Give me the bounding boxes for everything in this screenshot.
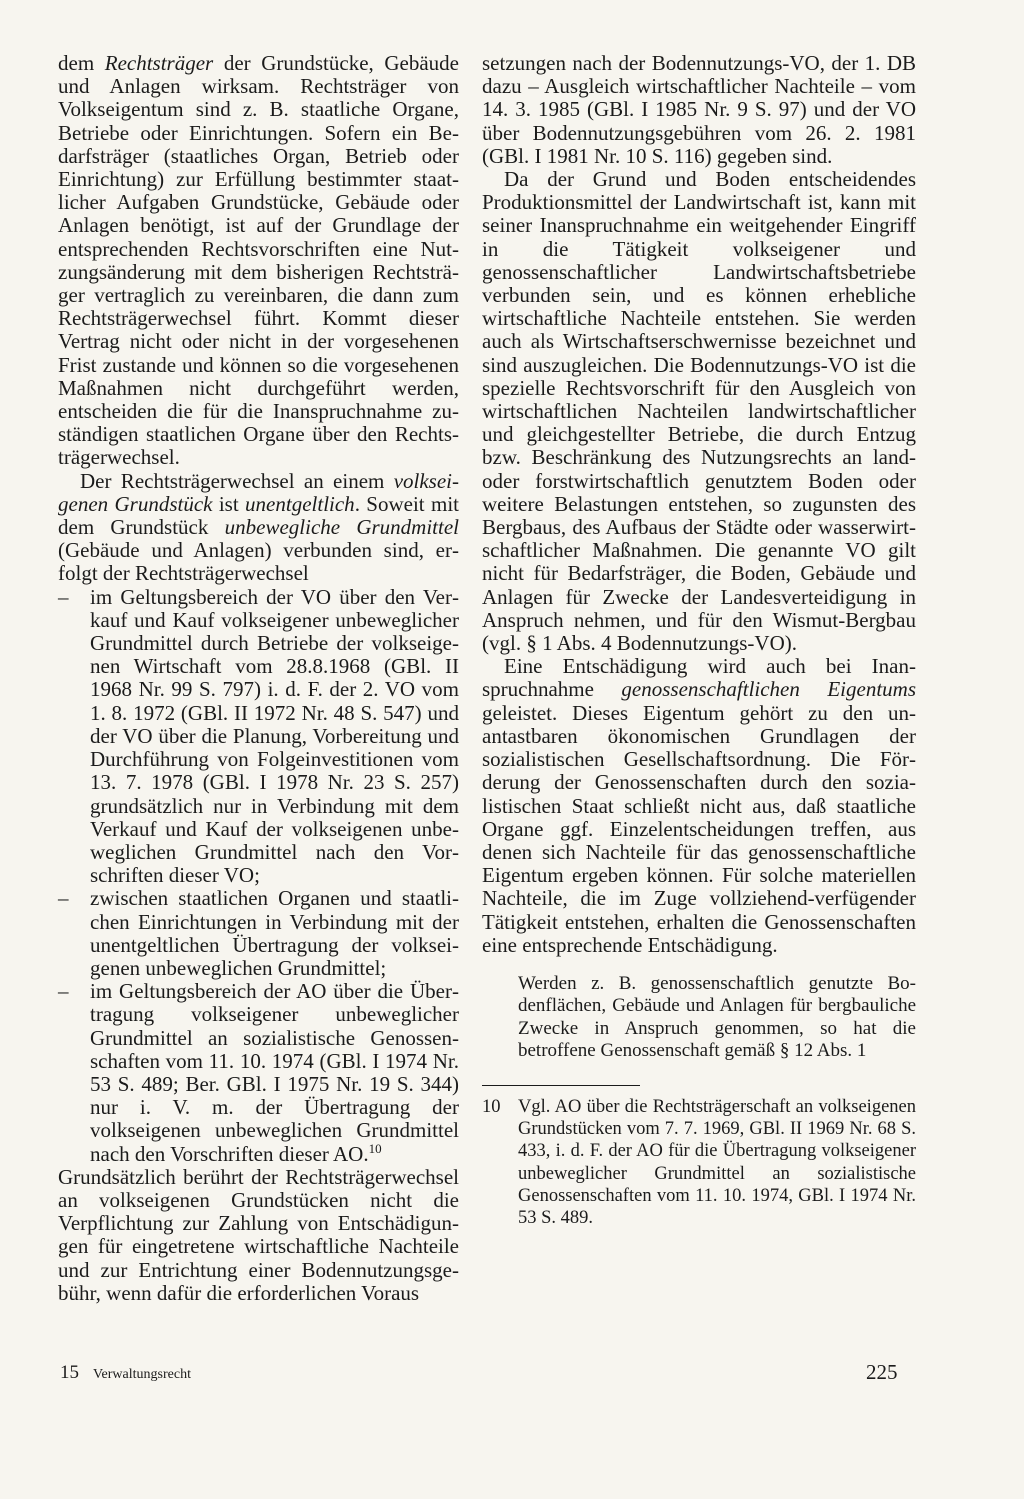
footnote-number: 10 [482,1096,501,1117]
paragraph-grundsaetzlich: Grundsätzlich berührt der Rechtsträgerwechsel an volkseigenen Grundstücken nicht die Verpflichtung zur Zahlung von Entschädigungen für eingetretene wirtschaftliche Nachteile und zur Entrichtung einer Bodennutzungsgebühr, wenn dafür die erforderlichen Voraus [58,1164,459,1305]
footnote [482,1096,916,1229]
page-number: 225 [866,1360,898,1384]
list-item: – zwischen staatlichen Organen und staatlichen Einrichtungen in Verbindung mit der unentgeltlichen Übertragung der volkseigenen unbeweglichen Grundmittel; [58,887,459,980]
right-column [482,52,916,1229]
chapter-title: Verwaltungsrecht [93,1367,191,1382]
paragraph-grund-und-boden: Da der Grund und Boden entscheidendes Produktionsmittel der Landwirtschaft ist, kann mit seiner Inanspruchnahme ein weitgehender Eingriff in die Tätigkeit volkseigener und genossenschaftlicher Landwirtschaftsbetriebe verbunden sein, und es können erhebliche wirtschaftliche Nachteile entstehen. Sie werden auch als Wirtschaftserschwernisse bezeichnet und sind auszugleichen. Die Bodennutzungs-VO ist die spezielle Rechtsvorschrift für den Ausgleich von wirtschaftlichen Nachteilen landwirtschaftlicher und gleichgestellter Betriebe, die durch Entzug bzw. Beschränkung des Nutzungsrechts an land- oder forstwirtschaftlich genutztem Boden oder weitere Belastungen entstehen, so zugunsten des Bergbaus, des Aufbaus der Städte oder wasserwirtschaftlicher Maßnahmen. Die genannte VO gilt nicht für Bedarfsträger, die Boden, Gebäude und Anlagen für Zwecke der Landesverteidigung in Anspruch nehmen, und für den Wismut-Bergbau (vgl. § 1 Abs. 4 Bodennutzungs-VO). [482,167,916,656]
example-paragraph: Werden z. B. genossenschaftlich genutzte Bodenflächen, Gebäude und Anlagen für bergbauliche Zwecke in Anspruch genommen, so hat die betroffene Genossenschaft gemäß § 12 Abs. 1 [518,972,916,1062]
list-item: – im Geltungsbereich der AO über die Übertragung volkseigener unbeweglicher Grundmittel an sozialistische Genossenschaften vom 11. 10. 1974 (GBl. I 1974 Nr. 53 S. 489; Ber. GBl. I 1975 Nr. 19 S. 344) nur i. V. m. der Übertragung der volkseigenen unbeweglichen Grundmittel nach den Vorschriften dieser AO.$^{10}$ [58,980,459,1166]
running-footer [60,1362,191,1384]
paragraph-continuation: setzungen nach der Bodennutzungs-VO, der 1. DB dazu – Ausgleich wirtschaftlicher Nachteile – vom 14. 3. 1985 (GBl. I 1985 Nr. 9 S. 97) und der VO über Bodennutzungsgebühren vom 26. 2. 1981 (GBl. I 1981 Nr. 10 S. 116) gegeben sind. [482,51,916,168]
list-item: – im Geltungsbereich der VO über den Verkauf und Kauf volkseigener unbeweglicher Grundmittel durch Betriebe der volkseigenen Wirtschaft vom 28.8.1968 (GBl. II 1968 Nr. 99 S. 797) i. d. F. der 2. VO vom 1. 8. 1972 (GBl. II 1972 Nr. 48 S. 547) und der VO über die Planung, Vorbereitung und Durchführung von Folgeinvestitionen vom 13. 7. 1978 (GBl. I 1978 Nr. 23 S. 257) grundsätzlich nur in Verbindung mit dem Verkauf und Kauf der volkseigenen unbeweglichen Grundmittel nach den Vorschriften dieser VO; [58,586,459,888]
paragraph-rechtstraegerwechsel: Der Rechtsträgerwechsel an einem volkseigenen Grundstück ist unentgeltlich. Soweit mit dem Grundstück unbewegliche Grundmittel (Gebäude und Anlagen) verbunden sind, erfolgt der Rechtsträgerwechsel [58,468,459,586]
footnote-divider [482,1085,640,1086]
paragraph-entschaedigung: Eine Entschädigung wird auch bei Inanspruchnahme genossenschaftlichen Eigentums geleistet. Dieses Eigentum gehört zu den unantastbaren ökonomischen Grundlagen der sozialistischen Gesellschaftsordnung. Die Förderung der Genossenschaften durch den sozialistischen Staat schließt nicht aus, daß staatliche Organe ggf. Einzelentscheidungen treffen, aus denen sich Nachteile für das genossenschaftliche Eigentum ergeben können. Für solche materiellen Nachteile, die im Zuge vollziehend-verfügender Tätigkeit entstehen, erhalten die Genossenschaften eine entsprechende Entschädigung. [482,654,916,957]
footnote-text: Vgl. AO über die Rechtsträgerschaft an volkseigenen Grundstücken vom 7. 7. 1969, GBl. II 1969 Nr. 68 S. 433, i. d. F. der AO für die Übertragung volkseigener unbeweglicher Grundmittel an sozialistische Genossenschaften vom 11. 10. 1974, GBl. I 1974 Nr. 53 S. 489. [518,1096,916,1228]
paragraph-rechtstraeger: dem Rechtsträger der Grundstücke, Gebäude und Anlagen wirksam. Rechtsträger von Volkseigentum sind z. B. staatliche Organe, Betriebe oder Einrichtungen. Sofern ein Bedarfsträger (staatliches Organ, Betrieb oder Einrichtung) zur Erfüllung bestimmter staatlicher Aufgaben Grundstücke, Gebäude oder Anlagen benötigt, ist auf der Grundlage der entsprechenden Rechtsvorschriften eine Nutzungsänderung mit dem bisherigen Rechtsträger vertraglich zu vereinbaren, die dann zum Rechtsträgerwechsel führt. Kommt dieser Vertrag nicht oder nicht in der vorgesehenen Frist zustande und können so die vorgesehenen Maßnahmen nicht durchgeführt werden, entscheiden die für die Inanspruchnahme zuständigen staatlichen Organe über den Rechtsträgerwechsel. [58,51,460,470]
chapter-number: 15 [60,1362,79,1383]
left-column [58,52,459,1305]
dash-list [58,586,459,1166]
footnote-reference[interactable]: 10 [368,1140,382,1156]
